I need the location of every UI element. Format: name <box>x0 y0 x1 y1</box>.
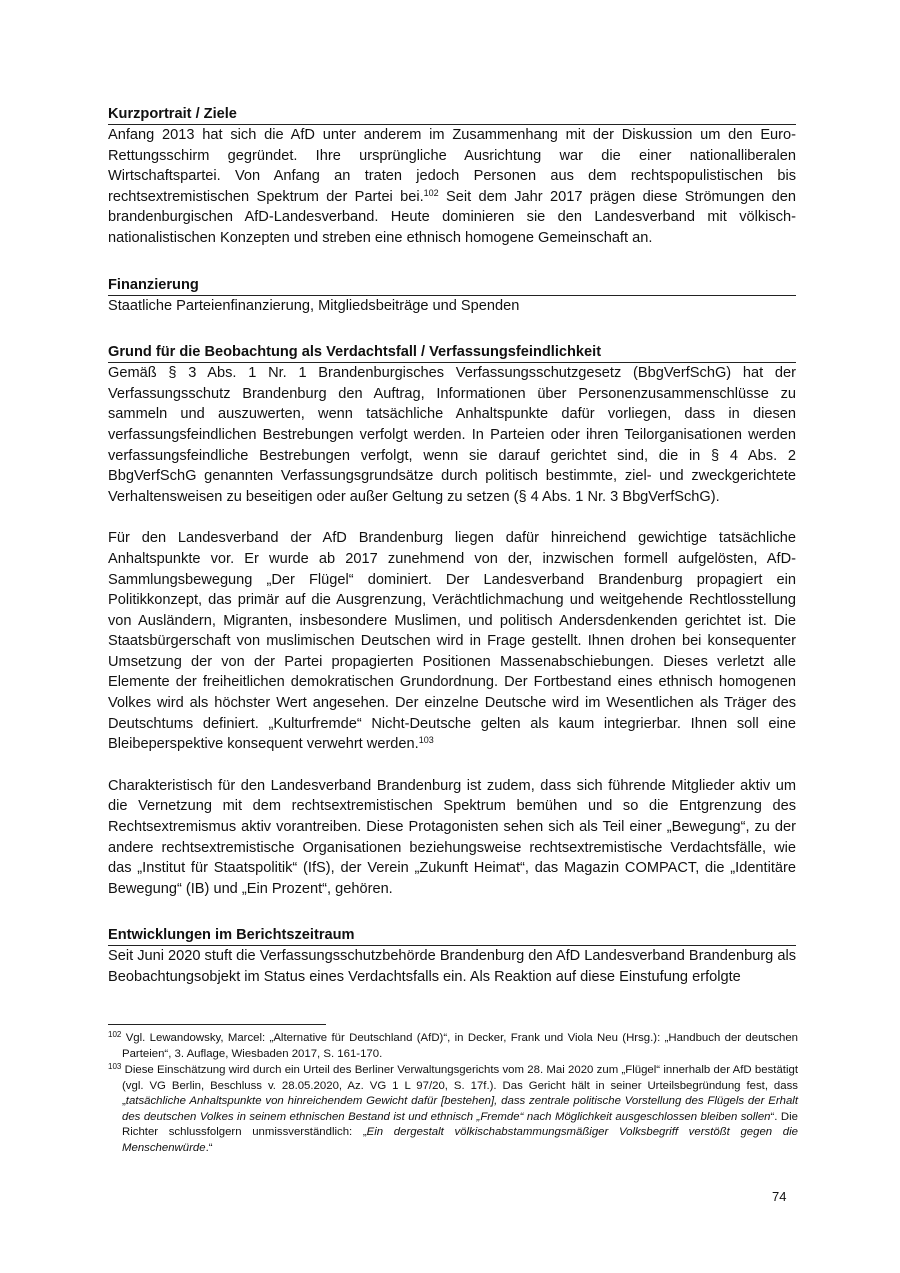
heading-kurzportrait: Kurzportrait / Ziele <box>108 104 796 125</box>
paragraph-entwicklungen: Seit Juni 2020 stuft die Verfassungsschutzbehörde Brandenburg den AfD Landesverband Brandenburg als Beobachtungsobjekt im Status eines Verdachtsfalls ein. Als Reaktion auf diese Einstufung erfolgte <box>108 948 797 985</box>
paragraph-grund-1: Gemäß § 3 Abs. 1 Nr. 1 Brandenburgisches Verfassungsschutzgesetz (BbgVerfSchG) hat der Verfassungsschutz Brandenburg den Auftrag, Informationen über Personenzusammenschlüsse zu sammeln und auszuwerten, wenn tatsächliche Anhaltspunkte dafür vorliegen, dass in diesen verfassungsfeindlichen Bestrebungen verfolgt werden. In Parteien oder ihren Teilorganisationen werden verfassungsfeindliche Bestrebungen verfolgt, wenn sie darauf gerichtet sind, die in § 4 Abs. 2 BbgVerfSchG genannten Verfassungsgrundsätze durch politisch bestimmte, ziel- und zweckgerichtete Verhaltensweisen zu beseitigen oder außer Geltung zu setzen (§ 4 Abs. 1 Nr. 3 BbgVerfSchG). <box>108 365 796 505</box>
main-content <box>108 104 796 988</box>
text-run: Für den Landesverband der AfD Brandenburg liegen dafür hinreichend gewichtige tatsächliche Anhaltspunkte vor. Er wurde ab 2017 zunehmend von der, inzwischen formell aufgelösten, AfD-Sammlungsbewegung „Der Flügel“ dominiert. Der Landesverband Brandenburg propagiert ein Politikkonzept, das primär auf die Ausgrenzung, Verächtlichmachung und weitgehende Rechtlosstellung von Ausländern, Migranten, insbesondere Muslimen, und politisch Andersdenkenden gerichtet ist. Die Staatsbürgerschaft von muslimischen Deutschen wird in Frage gestellt. Ihnen drohen bei konsequenter Umsetzung der von der Partei propagierten Positionen Massenabschiebungen. Dieses verletzt alle Elemente der freiheitlichen demokratischen Grundordnung. Der Fortbestand eines ethnisch homogenen Volkes wird als höchster Wert angesehen. Der einzelne Deutsche wird im Wesentlichen als Träger des Deutschtums definiert. „Kulturfremde“ Nicht-Deutsche gelten als kaum integrierbar. Ihnen soll eine Bleibeperspektive konsequent verwehrt werden. <box>108 530 796 753</box>
paragraph-finanzierung: Staatliche Parteienfinanzierung, Mitgliedsbeiträge und Spenden <box>108 297 520 314</box>
heading-finanzierung: Finanzierung <box>108 275 796 296</box>
footnote-number: 103 <box>108 1062 122 1071</box>
heading-entwicklungen: Entwicklungen im Berichtszeitraum <box>108 925 796 946</box>
text-run: Seit dem Jahr 2017 prägen diese Strömungen den brandenburgischen AfD-Landesverband. Heute dominieren sie den Landesverband mit völkisch-nationalistischen Konzepten und streben eine ethnisch homogene Gemeinschaft an. <box>108 188 796 246</box>
footnote-103 <box>108 1063 798 1156</box>
footnote-102 <box>108 1031 798 1062</box>
text-run: Anfang 2013 hat sich die AfD unter anderem im Zusammenhang mit der Diskussion um den Euro-Rettungsschirm gegründet. Ihre ursprüngliche Ausrichtung war die einer nationalliberalen Wirtschaftspartei. Von Anfang an traten jedoch Personen aus dem rechtspopulistischen bis rechtsextremistischen Spektrum der Partei bei. <box>108 127 796 205</box>
spacer <box>108 316 796 342</box>
footnote-text: “. Die Richter schlussfolgern unmissverständlich: „ <box>122 1110 799 1138</box>
paragraph-grund-2 <box>108 528 796 755</box>
footnote-text: Vgl. Lewandowsky, Marcel: „Alternative für Deutschland (AfD)“, in Decker, Frank und Viola Neu (Hrsg.): „Handbuch der deutschen Parteien“, 3. Auflage, Wiesbaden 2017, S. 161-170. <box>121 1032 798 1060</box>
footnote-ref-103[interactable]: 103 <box>418 735 434 746</box>
section-kurzportrait <box>108 104 796 249</box>
footnote-number: 102 <box>108 1030 122 1039</box>
spacer <box>108 755 796 776</box>
footnotes <box>108 1024 798 1157</box>
footnote-divider <box>108 1024 326 1025</box>
section-grund <box>108 342 796 899</box>
paragraph-kurzportrait <box>108 125 796 249</box>
paragraph-grund-3: Charakteristisch für den Landesverband Brandenburg ist zudem, dass sich führende Mitglieder aktiv um die Vernetzung mit dem rechtsextremistischen Spektrum bemühen und so die Entgrenzung des Rechtsextremismus aktiv vorantreiben. Diese Protagonisten sehen sich als Teil einer „Bewegung“, zu der andere rechtsextremistische Organisationen beziehungsweise rechtsextremistische Verdachtsfälle, wie das „Institut für Staatspolitik“ (IfS), der Verein „Zukunft Heimat“, das Magazin COMPACT, die „Identitäre Bewegung“ (IB) und „Ein Prozent“, gehören. <box>108 777 796 897</box>
heading-grund: Grund für die Beobachtung als Verdachtsfall / Verfassungsfeindlichkeit <box>108 342 796 363</box>
footnote-text: Diese Einschätzung wird durch ein Urteil des Berliner Verwaltungsgerichts vom 28. Mai 2020 zum „Flügel“ innerhalb der AfD bestätigt (vgl. VG Berlin, Beschluss v. 28.05.2020, Az. VG 1 L 97/20, S. 17f.). Das Gericht hält in seiner Urteilsbegründung fest, dass „ <box>121 1064 798 1107</box>
spacer <box>108 507 796 528</box>
footnote-quote: tatsächliche Anhaltspunkte von hinreichendem Gewicht dafür [bestehen], dass zentrale politische Vorstellung des Flügels der Erhalt des deutschen Volkes in seinem ethnischen Bestand ist und ethnisch „Fremde“ nach Möglichkeit ausgeschlossen bleiben sollen <box>122 1095 798 1123</box>
footnote-ref-102[interactable]: 102 <box>423 187 439 198</box>
section-finanzierung <box>108 275 796 317</box>
footnote-text: .“ <box>205 1141 213 1154</box>
footnote-quote: Ein dergestalt völkischabstammungsmäßiger Volksbegriff verstößt gegen die Menschenwürde <box>122 1126 798 1154</box>
page-number: 74 <box>772 1189 787 1204</box>
spacer <box>108 899 796 925</box>
section-entwicklungen <box>108 925 796 987</box>
spacer <box>108 249 796 275</box>
